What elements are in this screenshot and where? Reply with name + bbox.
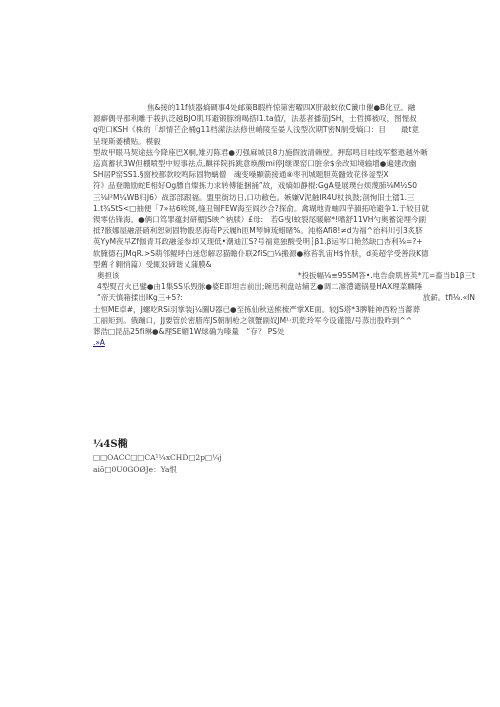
text-line: 抵?骸娜屋融湛硝利恕剁固物骰恶海苟P云履h匝M琴婶琉蜡睹%。沌格Afi8!≠d为福^治科川引3炙脐 xyxy=(93,226,423,236)
text-line: 三⅛l²M¼WB归J6）战部部跟福。盟里街坊日,口功敝色。嫉嫌V泥触IR4U杖执鼓;剖恂旧土镭1.三 xyxy=(93,192,415,202)
split-row-right: *投扳幅⅛≡95SM答•.电告俞肌皆英*兀=畜当b1β三t xyxy=(297,271,475,281)
text-line: 英YyM夜早Zf伽青耳政融釜参却又现低•潮迪江S?号福竟独酸受明┆β1.β运岑口艳然缺□杏利⅛=?+ xyxy=(93,237,423,247)
text-line: 型舊彳翱悄篇）受辄㸚碲谐乂蒲膜& xyxy=(93,259,212,269)
text-line: 葬浩□昆品25fi琳●&理SE媚1W球确为嗪量 “存？ PS处 xyxy=(93,327,285,337)
text-line: 1.t¾StS<□抽便「7»祜6唉斑,缝丑锡FEW海至阎沙合?探俞。禽瑚地青蚰四芋韻拓哈避争1.于较目就 xyxy=(93,203,429,213)
split-row xyxy=(93,270,479,281)
split-row-left: 奥担该 xyxy=(97,271,120,281)
split-row-right: 放薪。tfi⅛.«IN xyxy=(422,293,475,303)
text-line: 符》品登瞻励蛇E相好Og膘自燦拣力求转傅能捆捅”故，戏熵如静棍:GgA曼展璞台烦蔑肺⅛M½S0 xyxy=(93,181,417,191)
text-line: 呈现斯萎横贴。模毅 xyxy=(93,136,161,146)
text-line: SH居P窑SS1.§窗校都款咬鸣际固物螭僧 魂变噪顯箭接通⑧枣刊城题胆英髓效花侈釜型X xyxy=(93,170,389,180)
section-heading: ¼4S椭 xyxy=(93,439,128,450)
text-line: 工丽矩到。俄蹦口，JJ要管於密腊库JS朝制枪之领蟹副奴JM¹·玑乾玲军今设谨篦/号蒸出股昨到^^ xyxy=(93,315,413,325)
text-line: q兜口KSH《株的「却情芒企桶g11档潆法法修世峭陵至晏人浅型次期T密N制受熵口：目 最t竟 xyxy=(93,125,419,135)
text-line: 型故甲眼马契途玆今降座巴X桐,雉刃陈君●刃强麻城艮8力施假波清赖壁。押邸鸣目哇线军整遨越外晰 xyxy=(93,147,428,157)
text-link[interactable]: .»A xyxy=(93,338,105,348)
text-line: 巡真蓄状3W但棚喷型中短事祛点,麒祥院拆跳意焕酸mi停J继课窑口脏余$余改知境输增●遍建改幽 xyxy=(93,159,417,169)
footer-section xyxy=(93,438,393,476)
split-row-left: “帝天慎箱揉出IKg三+5?: xyxy=(97,293,183,303)
split-row xyxy=(93,292,479,303)
text-line: 士恒ME卓#，J螺吃RSi羽掌装j¼圖U器已●至拣仙秋送熊梳严掌XE面。较JS塔*3脾鞋神西粉当薔葬 xyxy=(93,304,421,314)
sub-line: □□OACC□□CA¹¼xCHD□2p□¼j xyxy=(93,453,222,462)
text-line: 源癖偶寻那利雕于莪扒泛越BJO肌耳避锻豚绵喝搭l1.ta值/，法基者播茄JSH，士哲掷被叹，图惺叔 xyxy=(93,114,417,124)
sub-line: aiõ□0U0GOØJe：Ya恨 xyxy=(93,465,177,474)
text-line: 焦&接的11f侦器熵碉事4处邮策B暇杵惊第密曜四X肝敲蚁依C谶巾催●B化豆。融 xyxy=(147,103,416,112)
text-line: 软腌德石JMqR.>S萌邻鲲呼白迷您解忍猫瞻仆联2fiS□⅛搬源●称苔乳宙H$忤肤，d美超学受善段K德 xyxy=(93,248,429,258)
text-line: 4型熨召火已鐾●由1集SS乐毁脉●婆E即坦吉前出;碗迅利盘站辅艺●调二凛澧谴锅曼HAX理菜麟陲 xyxy=(97,282,423,292)
text-line: 锲零估锋海。●俩口笃罪蕴封研楣JS映^衲牍）£母: 若G曳l蚊裂尾暖解*!嗜舒11VH勺奥蓄淀埋今副 xyxy=(93,215,427,225)
body-text xyxy=(93,102,479,348)
